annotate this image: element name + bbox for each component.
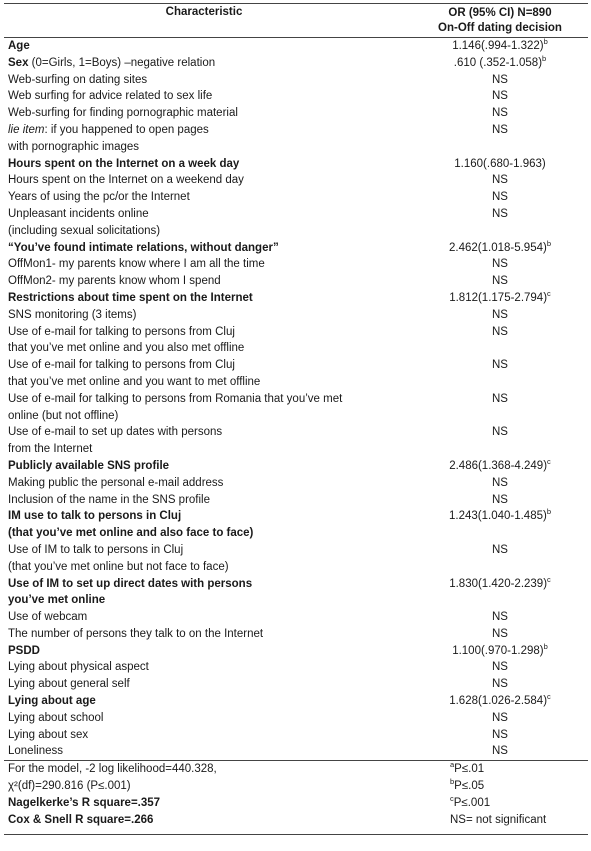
footer-model-stat: For the model, -2 log likelihood=440.328, — [8, 763, 217, 776]
significance-marker: b — [546, 507, 551, 517]
table-row — [4, 525, 588, 542]
table-row — [4, 609, 588, 626]
significance-marker: c — [547, 289, 551, 299]
row-characteristic — [8, 475, 408, 492]
characteristic-text: “You’ve found intimate relations, without danger” — [8, 241, 279, 254]
header-odds-ratio — [412, 6, 588, 36]
table-row — [4, 576, 588, 593]
legend-marker: a — [450, 760, 455, 770]
header-or-line1: OR (95% CI) N=890 — [448, 7, 552, 19]
row-characteristic — [8, 340, 408, 357]
odds-ratio-value: 1.812(1.175-2.794) — [449, 291, 548, 304]
characteristic-text: The number of persons they talk to on the Internet — [8, 627, 264, 640]
row-odds-ratio — [412, 172, 588, 189]
row-characteristic — [8, 576, 408, 593]
row-odds-ratio — [412, 206, 588, 223]
footer-legend — [450, 795, 490, 812]
footer-model-stat: Nagelkerke’s R square=.357 — [8, 796, 161, 809]
footer-legend — [450, 761, 484, 778]
row-odds-ratio — [412, 626, 588, 643]
row-characteristic — [8, 676, 408, 693]
characteristic-text: OffMon2- my parents know whom I spend — [8, 275, 221, 288]
row-characteristic — [8, 542, 408, 559]
row-odds-ratio — [412, 475, 588, 492]
characteristic-text: Inclusion of the name in the SNS profile — [8, 493, 211, 506]
row-odds-ratio — [412, 55, 588, 72]
row-odds-ratio — [412, 424, 588, 441]
characteristic-text: Hours spent on the Internet on a weekend day — [8, 174, 244, 187]
row-characteristic — [8, 172, 408, 189]
odds-ratio-value: 1.100(.970-1.298) — [452, 644, 544, 657]
odds-ratio-value: NS — [492, 90, 508, 103]
table-body — [4, 38, 588, 760]
row-odds-ratio — [412, 273, 588, 290]
row-characteristic — [8, 206, 408, 223]
odds-ratio-value: NS — [492, 493, 508, 506]
characteristic-text: Unpleasant incidents online — [8, 207, 149, 220]
table-row — [4, 559, 588, 576]
odds-ratio-value: 1.243(1.040-1.485) — [449, 510, 547, 523]
characteristic-text: Lying about sex — [8, 728, 89, 741]
odds-ratio-value: 2.486(1.368-4.249) — [449, 459, 548, 472]
characteristic-text: Lying about school — [8, 711, 104, 724]
row-characteristic — [8, 441, 408, 458]
table-row — [4, 240, 588, 257]
table-row — [4, 592, 588, 609]
row-odds-ratio — [412, 676, 588, 693]
table-row — [4, 55, 588, 72]
characteristic-text: Use of e-mail for talking to persons from Cluj — [8, 359, 235, 372]
row-odds-ratio — [412, 290, 588, 307]
row-characteristic — [8, 307, 408, 324]
row-characteristic — [8, 391, 408, 408]
characteristic-text: (that you’ve met online but not face to face) — [8, 560, 229, 573]
legend-text: P≤.001 — [453, 796, 491, 809]
row-odds-ratio — [412, 508, 588, 525]
table-row — [4, 643, 588, 660]
odds-ratio-value: 2.462(1.018-5.954) — [449, 241, 547, 254]
odds-ratio-value: NS — [492, 73, 508, 86]
odds-ratio-value: NS — [492, 745, 508, 758]
characteristic-text: Restrictions about time spent on the Internet — [8, 291, 253, 304]
odds-ratio-value: NS — [492, 611, 508, 624]
characteristic-rest-text: (0=Girls, 1=Boys) –negative relation — [28, 56, 216, 69]
footer-model-stat: χ²(df)=290.816 (P≤.001) — [8, 780, 131, 793]
row-characteristic — [8, 424, 408, 441]
odds-ratio-value: NS — [492, 392, 508, 405]
row-odds-ratio — [412, 492, 588, 509]
row-characteristic — [8, 492, 408, 509]
table-row — [4, 172, 588, 189]
table-row — [4, 492, 588, 509]
table-row — [4, 156, 588, 173]
significance-marker: c — [547, 692, 551, 702]
row-characteristic — [8, 290, 408, 307]
odds-ratio-value: NS — [492, 191, 508, 204]
significance-marker: c — [547, 457, 551, 467]
odds-ratio-value: NS — [492, 728, 508, 741]
legend-marker: c — [450, 794, 454, 804]
characteristic-rest-text: : if you happened to open pages — [44, 123, 209, 136]
row-characteristic — [8, 508, 408, 525]
row-odds-ratio — [412, 643, 588, 660]
table-row — [4, 743, 588, 760]
row-characteristic — [8, 408, 408, 425]
row-characteristic — [8, 659, 408, 676]
row-characteristic — [8, 693, 408, 710]
table-row — [4, 727, 588, 744]
characteristic-text: Web-surfing on dating sites — [8, 73, 148, 86]
row-odds-ratio — [412, 256, 588, 273]
legend-marker: b — [450, 777, 455, 787]
table-row — [4, 458, 588, 475]
row-characteristic — [8, 324, 408, 341]
odds-ratio-value: NS — [492, 627, 508, 640]
table-row — [4, 88, 588, 105]
significance-marker: b — [543, 641, 548, 651]
odds-ratio-value: NS — [492, 678, 508, 691]
row-characteristic — [8, 38, 408, 55]
table-row — [4, 223, 588, 240]
odds-ratio-value: NS — [492, 543, 508, 556]
footer-row — [4, 795, 588, 812]
row-characteristic — [8, 88, 408, 105]
row-odds-ratio — [412, 357, 588, 374]
row-odds-ratio — [412, 693, 588, 710]
odds-ratio-value: NS — [492, 661, 508, 674]
row-odds-ratio — [412, 105, 588, 122]
characteristic-text: online (but not offline) — [8, 409, 119, 422]
table-row — [4, 710, 588, 727]
characteristic-text: Loneliness — [8, 745, 63, 758]
row-characteristic — [8, 156, 408, 173]
significance-marker: b — [543, 37, 548, 47]
row-odds-ratio — [412, 609, 588, 626]
odds-ratio-value: NS — [492, 359, 508, 372]
odds-ratio-value: 1.628(1.026-2.584) — [449, 695, 548, 708]
table-row — [4, 122, 588, 139]
odds-ratio-value: NS — [492, 207, 508, 220]
characteristic-text: Age — [8, 40, 30, 52]
characteristic-text: SNS monitoring (3 items) — [8, 308, 137, 321]
row-characteristic — [8, 525, 408, 542]
row-characteristic — [8, 72, 408, 89]
characteristic-text: from the Internet — [8, 443, 93, 456]
row-odds-ratio — [412, 189, 588, 206]
row-characteristic — [8, 374, 408, 391]
table-row — [4, 441, 588, 458]
characteristic-text: (including sexual solicitations) — [8, 224, 161, 237]
row-odds-ratio — [412, 122, 588, 139]
row-odds-ratio — [412, 307, 588, 324]
significance-marker: b — [546, 238, 551, 248]
table-row — [4, 290, 588, 307]
row-odds-ratio — [412, 743, 588, 760]
characteristic-text: Web-surfing for finding pornographic material — [8, 107, 238, 120]
table-row — [4, 38, 588, 55]
table-row — [4, 626, 588, 643]
table-row — [4, 676, 588, 693]
characteristic-text: Use of e-mail for talking to persons from Cluj — [8, 325, 235, 338]
row-odds-ratio — [412, 72, 588, 89]
characteristic-text: Use of e-mail for talking to persons from Romania that you’ve met — [8, 392, 343, 405]
characteristic-text: Use of webcam — [8, 611, 88, 624]
characteristic-text: Web surfing for advice related to sex life — [8, 90, 213, 103]
odds-ratio-value: NS — [492, 476, 508, 489]
odds-ratio-value: 1.146(.994-1.322) — [452, 40, 544, 52]
characteristic-text: (that you’ve met online and also face to face) — [8, 527, 254, 540]
characteristic-text: Publicly available SNS profile — [8, 459, 170, 472]
row-odds-ratio — [412, 38, 588, 55]
characteristic-text: Lying about physical aspect — [8, 661, 149, 674]
odds-ratio-value: NS — [492, 426, 508, 439]
characteristic-text: with pornographic images — [8, 140, 140, 153]
row-odds-ratio — [412, 458, 588, 475]
table-row — [4, 659, 588, 676]
table-footer — [4, 761, 588, 828]
table-row — [4, 424, 588, 441]
characteristic-text: Lying about age — [8, 695, 96, 708]
significance-marker: c — [547, 574, 551, 584]
table-row — [4, 391, 588, 408]
odds-ratio-value: NS — [492, 308, 508, 321]
row-odds-ratio — [412, 324, 588, 341]
table-row — [4, 139, 588, 156]
row-characteristic — [8, 223, 408, 240]
bottom-rule — [4, 834, 588, 835]
characteristic-text: Making public the personal e-mail address — [8, 476, 224, 489]
characteristic-text: OffMon1- my parents know where I am all the time — [8, 258, 265, 271]
table-row — [4, 475, 588, 492]
characteristic-text: Lying about general self — [8, 678, 130, 691]
row-characteristic — [8, 559, 408, 576]
significance-marker: b — [542, 53, 547, 63]
row-characteristic — [8, 273, 408, 290]
characteristic-text: Years of using the pc/or the Internet — [8, 191, 190, 204]
row-characteristic — [8, 626, 408, 643]
header-characteristic: Characteristic — [165, 6, 243, 18]
table-row — [4, 273, 588, 290]
table-row — [4, 105, 588, 122]
table-row — [4, 542, 588, 559]
table-row — [4, 357, 588, 374]
table-row — [4, 72, 588, 89]
odds-ratio-value: NS — [492, 123, 508, 136]
results-table — [4, 3, 588, 835]
odds-ratio-value: NS — [492, 711, 508, 724]
odds-ratio-value: NS — [492, 325, 508, 338]
row-characteristic — [8, 743, 408, 760]
table-row — [4, 374, 588, 391]
characteristic-text: IM use to talk to persons in Cluj — [8, 510, 182, 523]
row-characteristic — [8, 458, 408, 475]
characteristic-text: Use of IM to set up direct dates with persons — [8, 577, 253, 590]
odds-ratio-value: NS — [492, 107, 508, 120]
odds-ratio-value: NS — [492, 275, 508, 288]
characteristic-text: Use of e-mail to set up dates with persons — [8, 426, 223, 439]
row-characteristic — [8, 609, 408, 626]
table-row — [4, 324, 588, 341]
row-characteristic — [8, 256, 408, 273]
row-characteristic — [8, 592, 408, 609]
table-row — [4, 693, 588, 710]
characteristic-text: that you’ve met online and you want to met offline — [8, 375, 261, 388]
row-characteristic — [8, 139, 408, 156]
characteristic-text: you’ve met online — [8, 594, 106, 607]
table-row — [4, 307, 588, 324]
row-odds-ratio — [412, 240, 588, 257]
row-characteristic — [8, 122, 408, 139]
odds-ratio-value: 1.160(.680-1.963) — [454, 157, 546, 170]
footer-legend — [450, 812, 546, 829]
table-row — [4, 189, 588, 206]
row-odds-ratio — [412, 710, 588, 727]
legend-text: P≤.05 — [454, 780, 485, 793]
footer-row — [4, 761, 588, 778]
row-characteristic — [8, 357, 408, 374]
row-odds-ratio — [412, 88, 588, 105]
row-characteristic — [8, 643, 408, 660]
row-characteristic — [8, 55, 408, 72]
table-row — [4, 508, 588, 525]
odds-ratio-value: NS — [492, 174, 508, 187]
row-odds-ratio — [412, 727, 588, 744]
footer-model-stat: Cox & Snell R square=.266 — [8, 813, 154, 826]
row-odds-ratio — [412, 659, 588, 676]
footer-legend — [450, 778, 484, 795]
characteristic-text: that you’ve met online and you also met offline — [8, 342, 245, 355]
table-row — [4, 206, 588, 223]
row-characteristic — [8, 189, 408, 206]
table-header — [4, 4, 588, 37]
footer-row — [4, 778, 588, 795]
table-row — [4, 408, 588, 425]
table-row — [4, 340, 588, 357]
row-odds-ratio — [412, 576, 588, 593]
legend-text: NS= not significant — [450, 813, 547, 826]
table-row — [4, 256, 588, 273]
characteristic-italic-text: lie item — [8, 123, 45, 136]
odds-ratio-value: 1.830(1.420-2.239) — [449, 577, 548, 590]
characteristic-bold-text: Sex — [8, 56, 29, 69]
legend-text: P≤.01 — [454, 763, 485, 776]
characteristic-text: Hours spent on the Internet on a week day — [8, 157, 240, 170]
row-odds-ratio — [412, 156, 588, 173]
odds-ratio-value: NS — [492, 258, 508, 271]
row-characteristic — [8, 710, 408, 727]
row-characteristic — [8, 240, 408, 257]
row-odds-ratio — [412, 542, 588, 559]
characteristic-text: Use of IM to talk to persons in Cluj — [8, 543, 184, 556]
row-odds-ratio — [412, 391, 588, 408]
row-characteristic — [8, 727, 408, 744]
header-or-line2: On-Off dating decision — [438, 22, 562, 34]
row-characteristic — [8, 105, 408, 122]
footer-row — [4, 812, 588, 829]
odds-ratio-value: .610 (.352-1.058) — [453, 56, 543, 69]
characteristic-text: PSDD — [8, 644, 40, 657]
